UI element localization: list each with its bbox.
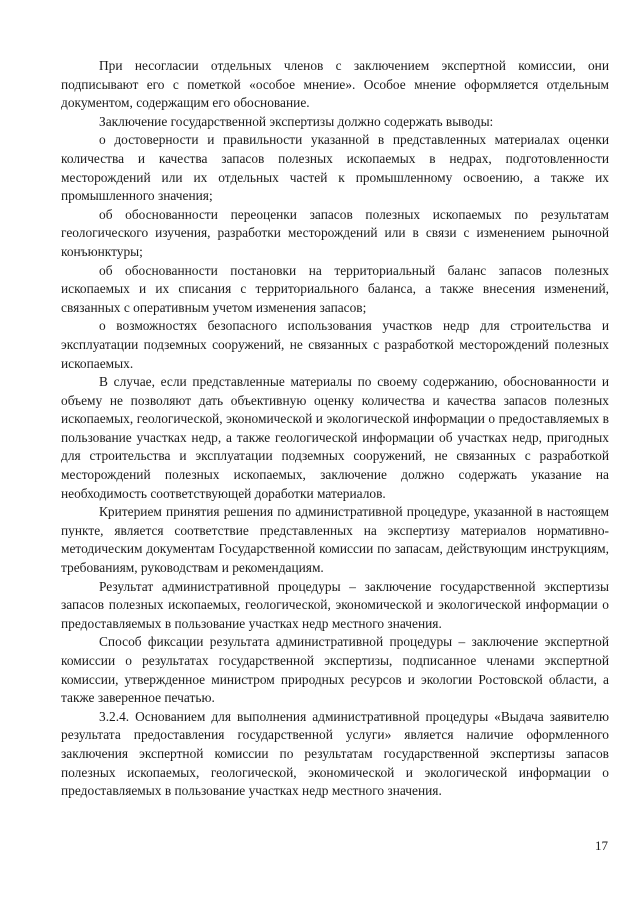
- paragraph-criterion: Критерием принятия решения по административной процедуре, указанной в настоящем пункте, является соответствие представленных на экспертизу материалов нормативно-методическим документам Государственной комиссии по запасам, действующим инструкциям, требованиям, руководствам и рекомендациям.: [61, 504, 609, 576]
- paragraph-reassessment: об обоснованности переоценки запасов полезных ископаемых по результатам геологического изучения, разработки месторождений или в связи с изменением рыночной конъюнктуры;: [61, 206, 609, 259]
- paragraph-special-opinion: При несогласии отдельных членов с заключением экспертной комиссии, они подписывают его с пометкой «особое мнение». Особое мнение оформляется отдельным документом, содержащим его обоснование.: [61, 58, 609, 111]
- paragraph-result: Результат административной процедуры – заключение государственной экспертизы запасов полезных ископаемых, геологической, экономической и экологической информации о предоставляемых в пользование участках недр местного значения.: [61, 578, 609, 631]
- paragraph-conclusion-intro: Заключение государственной экспертизы должно содержать выводы:: [99, 113, 494, 129]
- paragraph-underground-use: о возможностях безопасного использования участков недр для строительства и эксплуатации подземных сооружений, не связанных с разработкой месторождений полезных ископаемых.: [61, 318, 609, 371]
- page-number: 17: [595, 838, 608, 853]
- paragraph-fixation-method: Способ фиксации результата административной процедуры – заключение экспертной комиссии о результатах государственной экспертизы, подписанное членами экспертной комиссии, утвержденное министром природных ресурсов и экологии Ростовской области, а также заверенное печатью.: [61, 634, 609, 706]
- paragraph-section-3-2-4: 3.2.4. Основанием для выполнения административной процедуры «Выдача заявителю результата предоставления государственной услуги» является наличие оформленного заключения экспертной комиссии по результатам государственной экспертизы запасов полезных ископаемых, геологической, экономической и экологической информации о предоставляемых в пользование участках недр местного значения.: [61, 708, 609, 799]
- paragraph-insufficient-materials: В случае, если представленные материалы по своему содержанию, обоснованности и объему не позволяют дать объективную оценку количества и качества запасов полезных ископаемых, геологической, экономической и экологической информации о предоставляемых в пользование участках недр, а также геологической информации об участках недр, пригодных для строительства и эксплуатации подземных сооружений, не связанных с разработкой месторождений полезных ископаемых, заключение должно содержать указание на необходимость соответствующей доработки материалов.: [61, 374, 609, 501]
- body-text: [61, 57, 609, 801]
- paragraph-reliability: о достоверности и правильности указанной в представленных материалах оценки количества и качества запасов полезных ископаемых в недрах, подготовленности месторождений или их отдельных частей к промышленному освоению, а также их промышленного значения;: [61, 132, 609, 204]
- paragraph-balance: об обоснованности постановки на территориальный баланс запасов полезных ископаемых и их списания с территориального баланса, а также внесения изменений, связанных с оперативным учетом изменения запасов;: [61, 262, 609, 315]
